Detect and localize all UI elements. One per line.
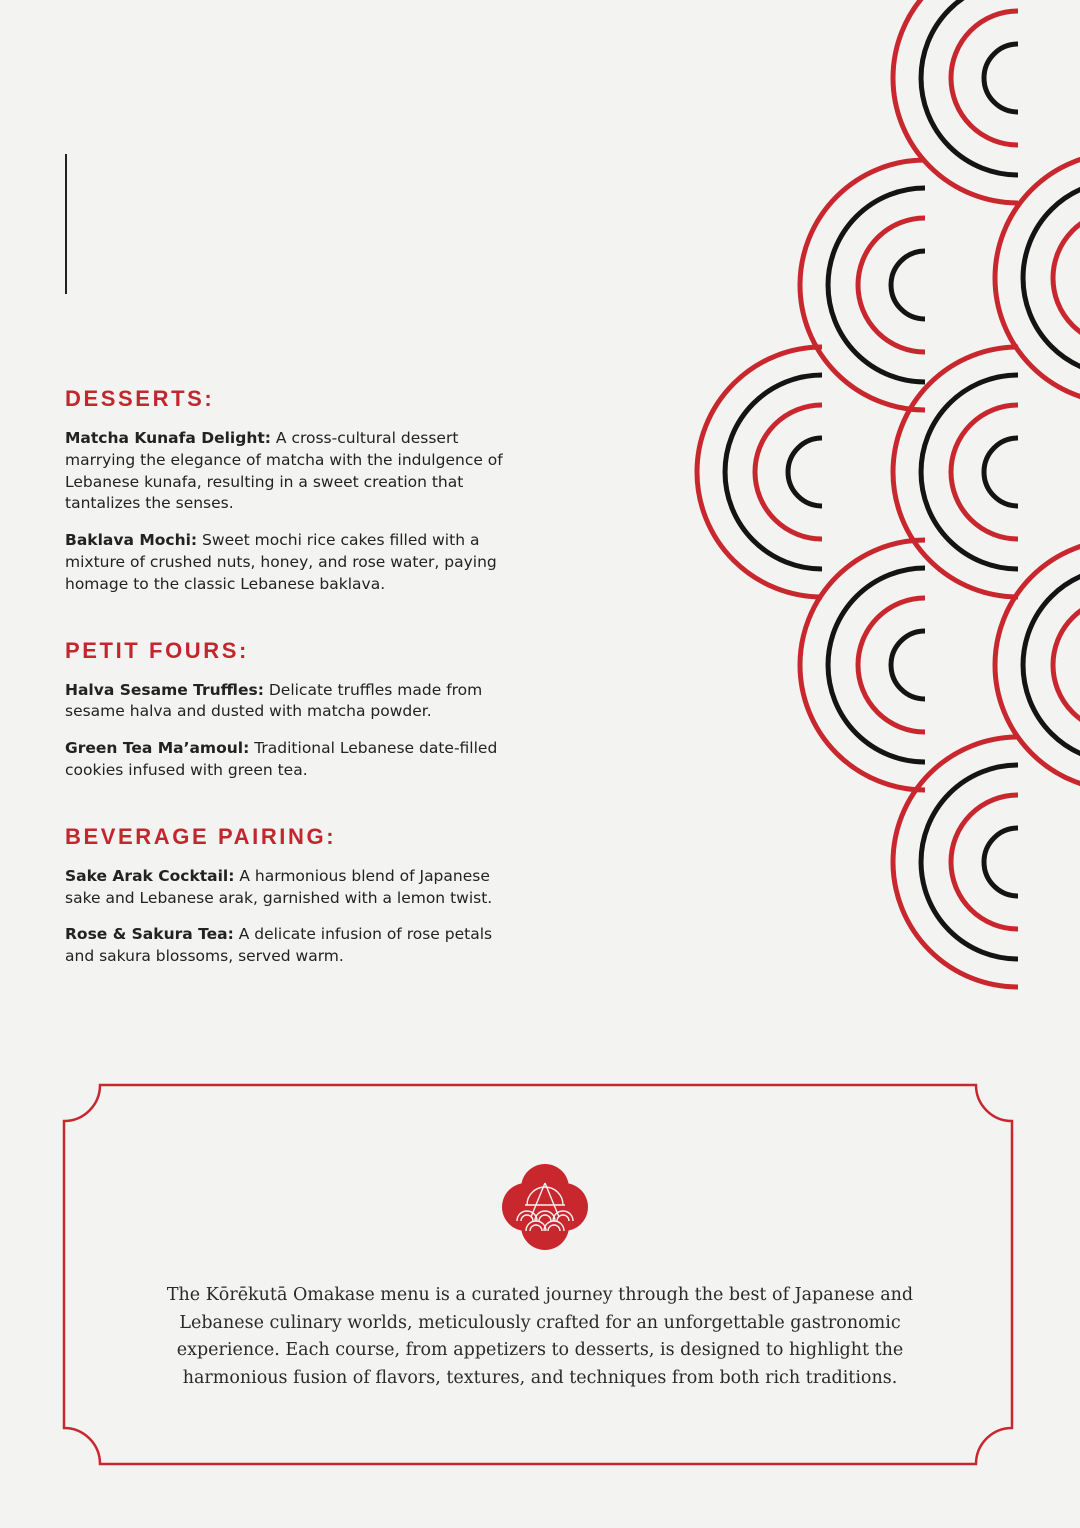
item-name: Baklava Mochi: (65, 531, 198, 550)
item-description: Traditional Lebanese date-filled cookies infused with green tea. (65, 739, 498, 779)
section-title: DESSERTS: (65, 386, 215, 411)
item-name: Green Tea Ma’amoul: (65, 739, 250, 758)
item-name: Halva Sesame Truffles: (65, 680, 264, 699)
section-title: BEVERAGE PAIRING: (65, 823, 337, 849)
item-description: A cross-cultural dessert marrying the elegance of matcha with the indulgence of Lebanese kunafa, resulting in a sweet creation that tantalizes the senses. (65, 429, 503, 513)
korekuta-crest-icon (495, 1157, 595, 1257)
item-description: A delicate infusion of rose petals and sakura blossoms, served warm. (65, 925, 493, 966)
item-description: A harmonious blend of Japanese sake and Lebanese arak, garnished with a lemon twist. (65, 866, 493, 907)
footer-description: The Kōrēkutā Omakase menu is a curated journey through the best of Japanese and Lebanese culinary worlds, meticulously crafted for an unforgettable gastronomic experience. Each course, from appetizers to desserts, is designed to highlight the harmonious fusion of flavors, textures, and techniques from both rich traditions. (166, 1285, 914, 1388)
item-name: Matcha Kunafa Delight: (65, 429, 271, 447)
item-description: Delicate truffles made from sesame halva and dusted with matcha powder. (65, 680, 483, 721)
item-description: Sweet mochi rice cakes filled with a mixture of crushed nuts, honey, and rose water, paying homage to the classic Lebanese baklava. (65, 531, 497, 593)
item-name: Rose & Sakura Tea: (65, 925, 234, 944)
item-name: Sake Arak Cocktail: (65, 866, 235, 885)
section-title: PETIT FOURS: (65, 637, 249, 663)
